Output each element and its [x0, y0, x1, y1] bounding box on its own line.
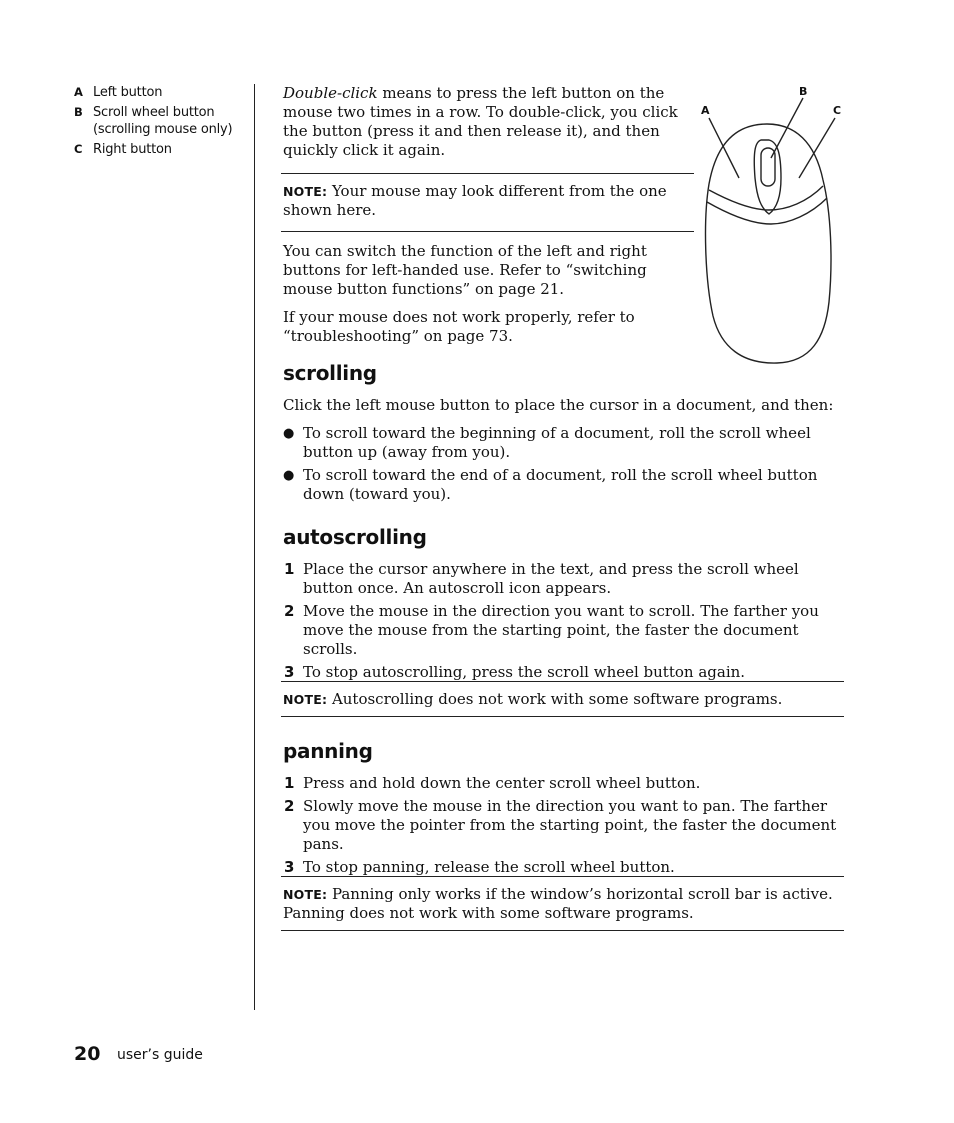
step-text: Place the cursor anywhere in the text, and press the scroll wheel button once. An autoscroll icon appears. [303, 560, 799, 597]
legend-item-a [74, 84, 249, 101]
footer-title: user’s guide [117, 1047, 203, 1063]
step-text: To stop panning, release the scroll wheel button. [303, 858, 675, 876]
note-mouse-look [283, 182, 693, 220]
list-item [283, 560, 843, 598]
list-item [283, 663, 843, 682]
column-divider [254, 84, 255, 1010]
step-text: Slowly move the mouse in the direction you want to pan. The farther you move the pointer from the starting point, the faster the document pans. [303, 797, 837, 853]
note-rule-top [281, 173, 694, 174]
note-rule-top [281, 681, 844, 682]
list-item [283, 797, 843, 854]
heading-autoscrolling: autoscrolling [283, 525, 427, 549]
list-item [283, 858, 843, 877]
step-number: 2 [284, 797, 295, 815]
note-text: Panning only works if the window’s horizontal scroll bar is active. Panning does not work with some software programs. [283, 885, 833, 922]
list-item [283, 774, 843, 793]
list-item-text: To scroll toward the end of a document, roll the scroll wheel button down (toward you). [303, 466, 818, 503]
callout-c: C [833, 104, 842, 117]
note-rule-bottom [281, 716, 844, 717]
step-number: 3 [284, 858, 295, 876]
troubleshooting-paragraph: If your mouse does not work properly, refer to “troubleshooting” on page 73. [283, 308, 635, 345]
step-text: Move the mouse in the direction you want to scroll. The farther you move the mouse from the starting point, the faster the document scrolls. [303, 602, 819, 658]
list-item [283, 424, 843, 462]
step-number: 1 [284, 560, 295, 578]
callout-b: B [799, 85, 808, 98]
intro-paragraph [283, 84, 693, 160]
legend-letter: B [74, 105, 83, 119]
legend-item-b [74, 104, 249, 138]
callout-a: A [701, 104, 710, 117]
panning-steps [283, 774, 843, 881]
step-number: 3 [284, 663, 295, 681]
step-number: 1 [284, 774, 295, 792]
note-rule-bottom [281, 231, 694, 232]
note-panning [283, 885, 843, 923]
note-label: NOTE: [283, 184, 328, 199]
autoscrolling-steps [283, 560, 843, 686]
note-text: Your mouse may look different from the one shown here. [283, 182, 667, 219]
list-item [283, 602, 843, 659]
bullet-icon: ● [283, 468, 295, 483]
legend-item-c [74, 141, 249, 158]
note-label: NOTE: [283, 887, 328, 902]
mouse-icon [695, 80, 845, 370]
legend-text: Scroll wheel button (scrolling mouse only) [93, 105, 233, 137]
left-handed-paragraph: You can switch the function of the left and right buttons for left-handed use. Refer to “switching mouse button functions” on page 21. [283, 242, 647, 298]
note-rule-top [281, 876, 844, 877]
intro-text: means to press the left button on the mouse two times in a row. To double-click, you click the button (press it and then release it), and then quickly click it again. [283, 84, 678, 159]
scrolling-lead: Click the left mouse button to place the cursor in a document, and then: [283, 396, 834, 414]
term-double-click: Double-click [283, 84, 378, 102]
step-text: To stop autoscrolling, press the scroll wheel button again. [303, 663, 746, 681]
note-autoscroll [283, 690, 843, 709]
note-text: Autoscrolling does not work with some software programs. [331, 690, 783, 708]
page-number: 20 [74, 1043, 101, 1065]
legend-text: Right button [93, 142, 172, 157]
step-text: Press and hold down the center scroll wheel button. [303, 774, 701, 792]
list-item-text: To scroll toward the beginning of a document, roll the scroll wheel button up (away from you). [303, 424, 811, 461]
heading-panning: panning [283, 739, 373, 763]
note-rule-bottom [281, 930, 844, 931]
legend-letter: A [74, 85, 83, 99]
step-number: 2 [284, 602, 295, 620]
heading-scrolling: scrolling [283, 361, 377, 385]
scrolling-bullets [283, 424, 843, 508]
note-label: NOTE: [283, 692, 328, 707]
mouse-illustration [695, 80, 845, 370]
figure-legend [74, 84, 249, 161]
bullet-icon: ● [283, 426, 295, 441]
legend-text: Left button [93, 85, 163, 100]
legend-letter: C [74, 142, 83, 156]
list-item [283, 466, 843, 504]
